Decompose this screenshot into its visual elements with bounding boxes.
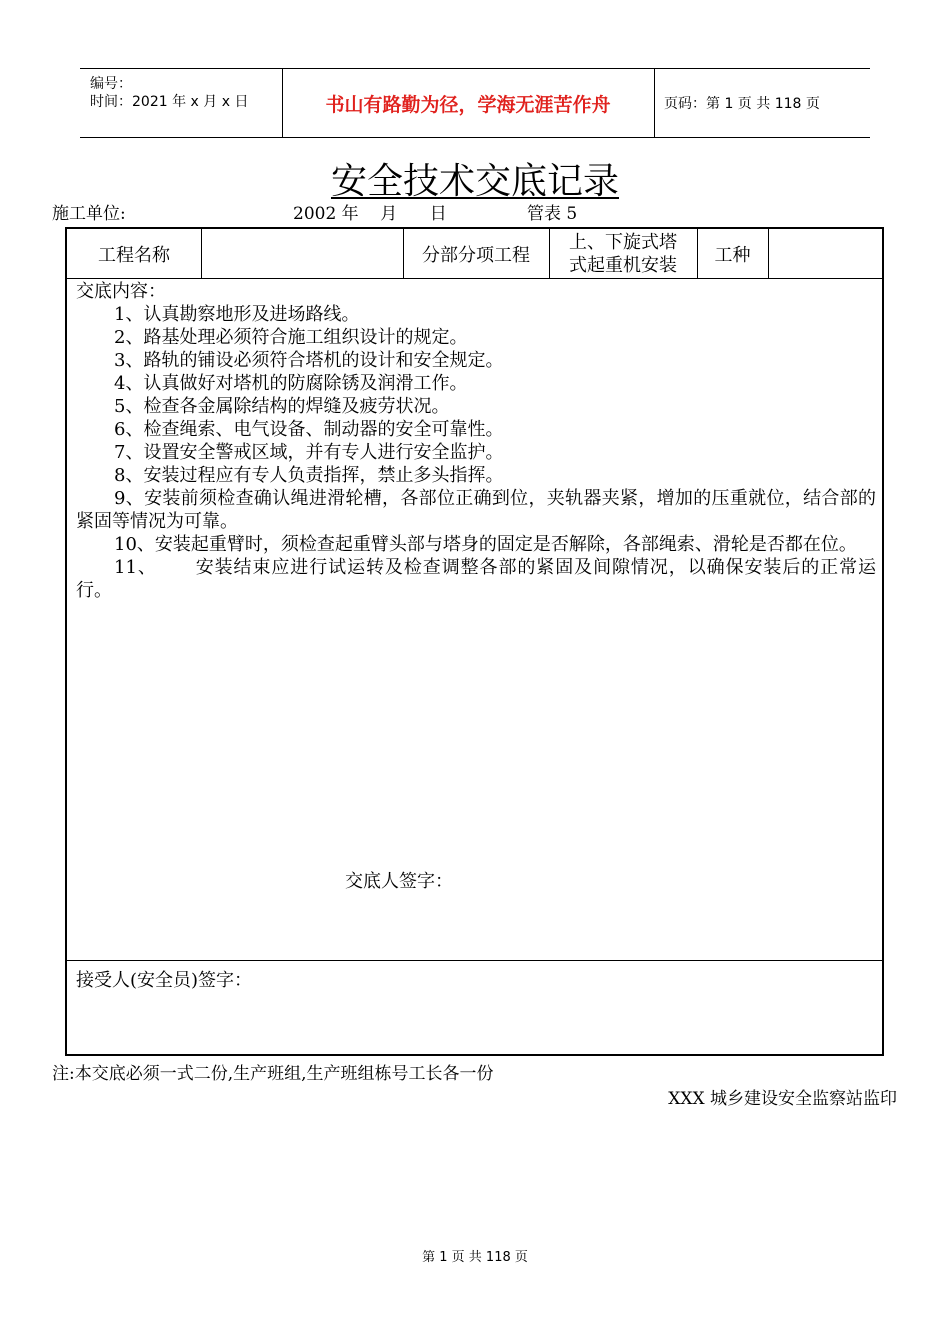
form-note: 注:本交底必须一式二份,生产班组,生产班组栋号工长各一份 <box>52 1064 494 1084</box>
discloser-signature-label: 交底人签字： <box>345 871 453 892</box>
disclosure-item: 9、安装前须检查确认绳进滑轮槽，各部位正确到位，夹轨器夹紧，增加的压重就位，结合部的紧固等情况为可靠。 <box>76 488 876 532</box>
header-meta-cell <box>80 69 283 137</box>
disclosure-item: 4、认真做好对塔机的防腐除锈及润滑工作。 <box>114 373 468 394</box>
disclosure-form <box>65 227 884 1056</box>
page-header <box>80 68 870 138</box>
project-name-label: 工程名称 <box>67 229 202 278</box>
item-11-text: 安装结束应进行试运转及检查调整各部的紧固及间隙情况，以确保安装后的正常运行。 <box>76 557 877 601</box>
trade-label: 工种 <box>697 229 769 278</box>
disclosure-item: 6、检查绳索、电气设备、制动器的安全可靠性。 <box>114 419 504 440</box>
subproject-label: 分部分项工程 <box>403 229 550 278</box>
document-title-text: 安全技术交底记录 <box>330 161 619 202</box>
construction-unit-label: 施工单位: <box>52 204 126 224</box>
document-number-label: 编号： <box>90 76 132 92</box>
disclosure-item: 1、认真勘察地形及进场路线。 <box>114 304 360 325</box>
disclosure-items <box>76 303 876 602</box>
document-title <box>0 160 950 204</box>
item-11-number: 11、 <box>114 557 157 578</box>
disclosure-item: 10、安装起重臂时，须检查起重臂头部与塔身的固定是否解除，各部绳索、滑轮是否都在位。 <box>114 534 857 555</box>
receiver-signature-label: 接受人(安全员)签字： <box>76 970 253 991</box>
subproject-value-line2: 式起重机安装 <box>569 254 677 276</box>
form-header-row <box>67 229 882 279</box>
disclosure-content <box>67 278 882 961</box>
header-motto: 书山有路勤为径，学海无涯苦作舟 <box>282 69 655 137</box>
header-date: 时间：2021 年 x 月 x 日 <box>90 94 249 110</box>
disclosure-item: 8、安装过程应有专人负责指挥，禁止多头指挥。 <box>114 465 504 486</box>
subproject-value-line1: 上、下旋式塔 <box>569 231 677 253</box>
disclosure-item: 2、路基处理必须符合施工组织设计的规定。 <box>114 327 468 348</box>
form-date: 2002 年 月 日 <box>293 204 447 224</box>
form-number: 管表 5 <box>527 204 578 224</box>
project-name-field[interactable] <box>201 229 404 278</box>
page-footer: 第 1 页 共 118 页 <box>422 1250 528 1265</box>
trade-field[interactable] <box>768 229 882 278</box>
supervision-seal-text: XXX 城乡建设安全监察站监印 <box>668 1089 897 1109</box>
content-label: 交底内容： <box>76 281 166 302</box>
subproject-value <box>549 229 698 278</box>
disclosure-item: 5、检查各金属除结构的焊缝及疲劳状况。 <box>114 396 450 417</box>
disclosure-item: 3、路轨的铺设必须符合塔机的设计和安全规定。 <box>114 350 504 371</box>
header-page-info: 页码：第 1 页 共 118 页 <box>664 96 820 112</box>
disclosure-item-11 <box>76 556 876 602</box>
disclosure-item: 7、设置安全警戒区域，并有专人进行安全监护。 <box>114 442 504 463</box>
